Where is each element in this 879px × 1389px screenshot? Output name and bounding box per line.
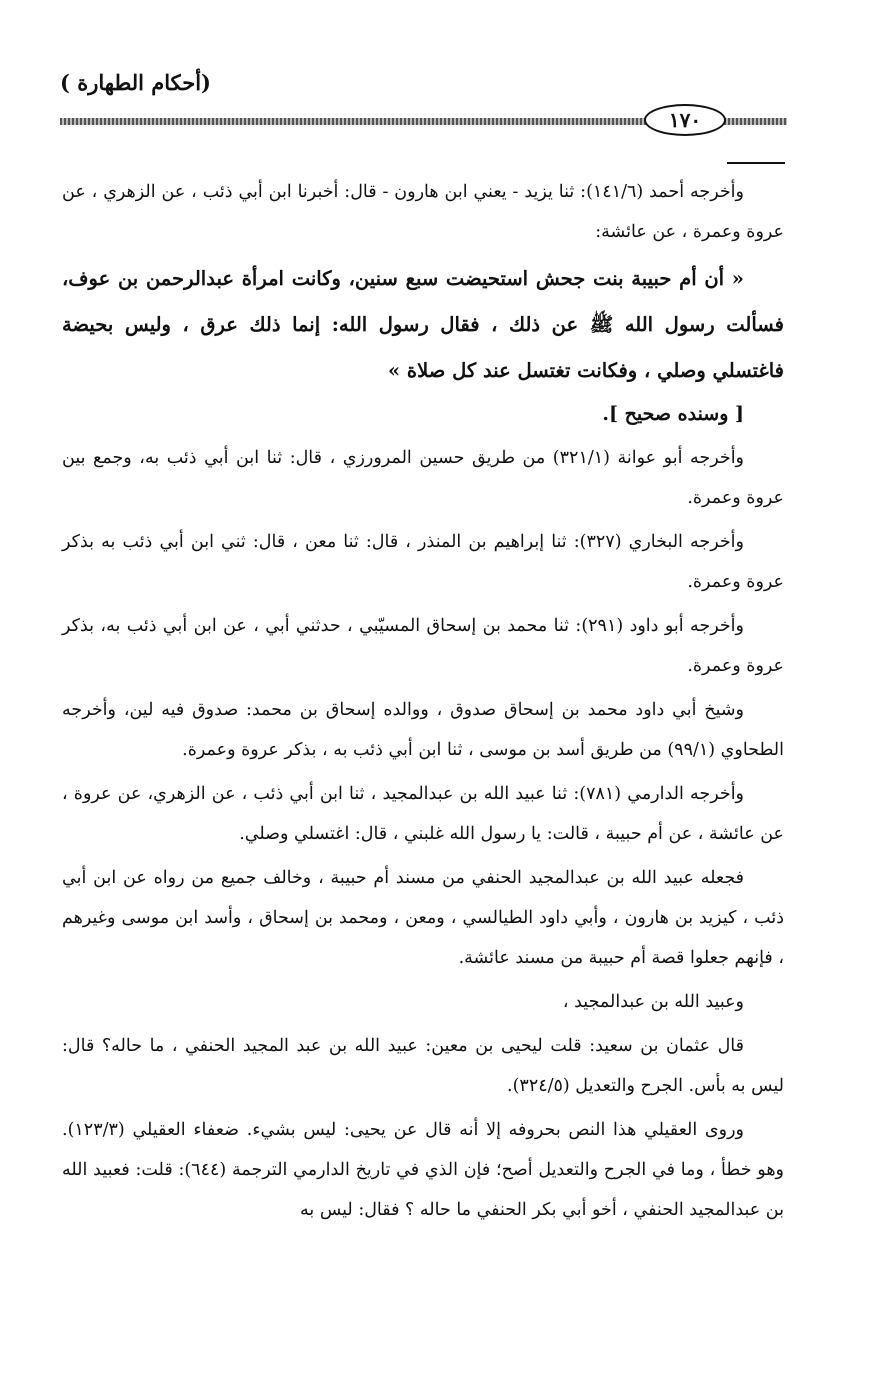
paragraph: قال عثمان بن سعيد: قلت ليحيى بن معين: عبيد الله بن عبد المجيد الحنفي ، ما حاله؟ قال: ليس به بأس. الجرح والتعديل (٣٢٤/٥).: [62, 1036, 784, 1096]
paragraph: وأخرجه أبو عوانة (٣٢١/١) من طريق حسين المرورزي ، قال: ثنا ابن أبي ذئب به، وجمع بين عروة وعمرة.: [62, 448, 784, 508]
page-number: ١٧٠: [644, 104, 726, 136]
section-divider: [727, 162, 785, 164]
page-body: [62, 172, 784, 1234]
book-title: (أحكام الطهارة ): [60, 70, 211, 95]
paragraph: وأخرجه البخاري (٣٢٧): ثنا إبراهيم بن المنذر ، قال: ثنا معن ، قال: ثني ابن أبي ذئب به بذكر عروة وعمرة.: [62, 532, 784, 592]
paragraph: وعبيد الله بن عبدالمجيد ،: [562, 992, 744, 1012]
paragraph: وأخرجه أحمد (١٤١/٦): ثنا يزيد - يعني ابن هارون - قال: أخبرنا ابن أبي ذئب ، عن الزهري ، عن عروة وعمرة ، عن عائشة:: [62, 182, 784, 242]
paragraph: وروى العقيلي هذا النص بحروفه إلا أنه قال عن يحيى: ليس بشيء. ضعفاء العقيلي (١٢٣/٣). وهو خطأ ، وما في الجرح والتعديل أصح؛ فإن الذي في تاريخ الدارمي الترجمة (٦٤٤): قلت: فعبيد الله بن عبدالمجيد الحنفي ، أخو أبي بكر الحنفي ما حاله ؟ فقال: ليس به: [62, 1120, 785, 1220]
paragraph: وأخرجه أبو داود (٢٩١): ثنا محمد بن إسحاق المسيّبي ، حدثني أبي ، عن ابن أبي ذئب به، بذكر عروة وعمرة.: [62, 616, 784, 676]
paragraph: وشيخ أبي داود محمد بن إسحاق صدوق ، ووالده إسحاق بن محمد: صدوق فيه لين، وأخرجه الطحاوي (٩٩/١) من طريق أسد بن موسى ، ثنا ابن أبي ذئب به ، بذكر عروة وعمرة.: [62, 700, 784, 760]
hadith-text: « أن أم حبيبة بنت جحش استحيضت سبع سنين، وكانت امرأة عبدالرحمن بن عوف، فسألت رسول الله ﷺ عن ذلك ، فقال رسول الله: إنما ذلك عرق ، وليس بحيضة فاغتسلي وصلي ، وفكانت تغتسل عند كل صلاة »: [62, 267, 784, 382]
paragraph: فجعله عبيد الله بن عبدالمجيد الحنفي من مسند أم حبيبة ، وخالف جميع من رواه عن ابن أبي ذئب ، كيزيد بن هارون ، وأبي داود الطيالسي ، ومعن ، ومحمد بن إسحاق ، وأسد ابن موسى وغيرهم ، فإنهم جعلوا قصة أم حبيبة من مسند عائشة.: [62, 868, 784, 968]
grading-note: [ وسنده صحيح ].: [602, 403, 744, 425]
paragraph: وأخرجه الدارمي (٧٨١): ثنا عبيد الله بن عبدالمجيد ، ثنا ابن أبي ذئب ، عن الزهري، عن عروة ، عن عائشة ، عن أم حبيبة ، قالت: يا رسول الله غلبني ، قال: اغتسلي وصلي.: [62, 784, 784, 844]
